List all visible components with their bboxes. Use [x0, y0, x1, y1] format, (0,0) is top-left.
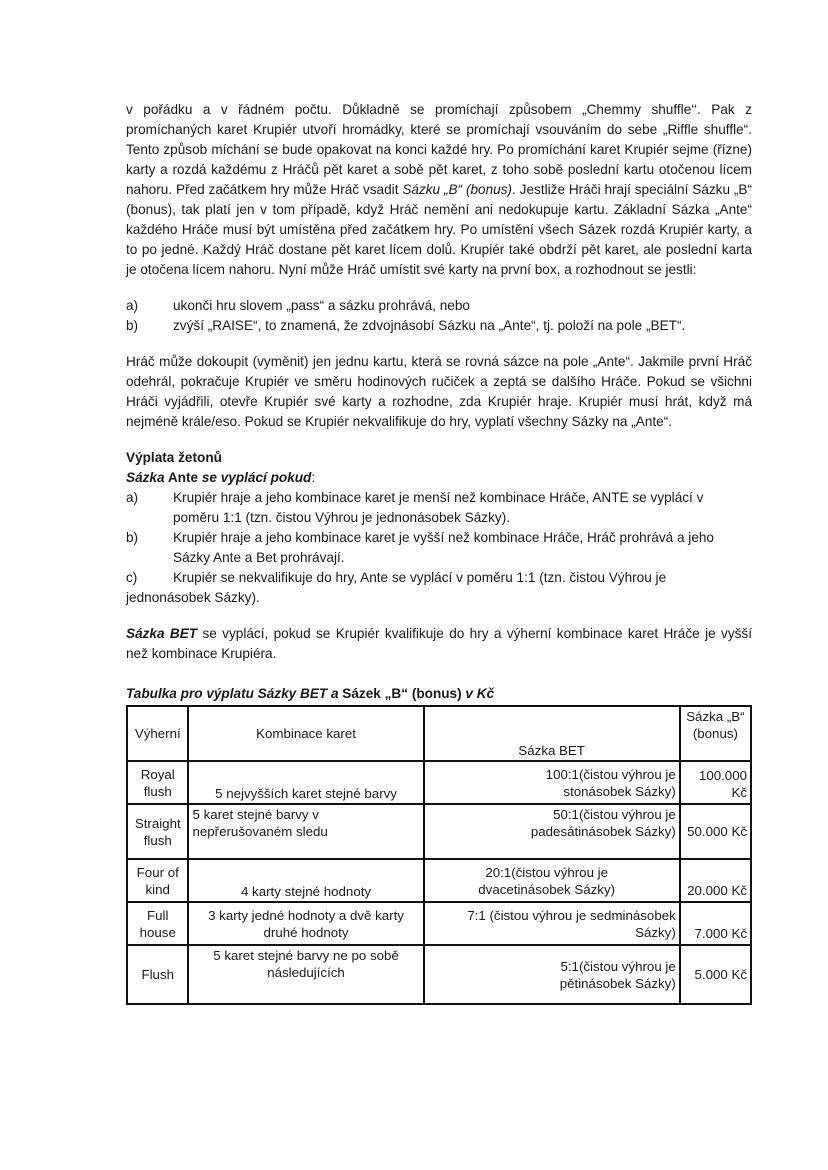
list-text: zvýší „RAISE“, to znamená, že zdvojnásobí Sázku na „Ante“, tj. položí na pole „BET“.: [173, 318, 686, 333]
exchange-paragraph: Hráč může dokoupit (vyměnit) jen jednu kartu, která se rovná sázce na pole „Ante“. Jakmile první Hráč odehrál, pokračuje Krupiér ve směru hodinových ručiček a zeptá se dalšího Hráče. Pokud se všichni Hráči vyjádřili, otevře Krupiér své karty a rozhodne, zda Krupiér hraje. Krupiér musí hrát, když má nejméně krále/eso. Pokud se Krupiér nekvalifikuje do hry, vyplatí všechny Sázky na „Ante“.: [126, 354, 752, 429]
combination-cell: 3 karty jedné hodnoty a dvě karty druhé hodnoty: [188, 902, 423, 945]
bonus-cell: 50.000 Kč: [680, 804, 751, 859]
bet-cell: 100:1(čistou výhrou je stonásobek Sázky): [424, 761, 680, 804]
hand-cell: Straight flush: [127, 804, 188, 859]
combination-cell: 5 karet stejné barvy ne po sobě následujících: [188, 945, 423, 1004]
bonus-cell: 100.000 Kč: [680, 761, 751, 804]
bet-cell: 5:1(čistou výhrou je pětinásobek Sázky): [424, 945, 680, 1004]
ante-rule-part: Sázka: [126, 470, 165, 485]
list-item: [126, 488, 752, 528]
intro-text-continued: . Jestliže Hráči hrají speciální Sázku „B“ (bonus), tak platí jen v tom případě, když Hráč nemění ani nedokupuje kartu. Základní Sázka „Ante“ každého Hráče musí být umístěna před začátkem hry. Po umístění všech Sázek rozdá Krupiér karty, a to po jedné. Každý Hráč dostane pět karet lícem dolů. Krupiér také obdrží pět karet, ale poslední karta je otočena lícem nahoru. Nyní může Hráč umístit své karty na první box, a rozhodnout se jestli:: [126, 182, 753, 277]
bet-cell: 7:1 (čistou výhrou je sedminásobek Sázky): [424, 902, 680, 945]
list-text: Krupiér hraje a jeho kombinace karet je vyšší než kombinace Hráče, Hráč prohrává a jeho Sázky Ante a Bet prohrávají.: [173, 530, 714, 565]
combination-cell: 4 karty stejné hodnoty: [188, 859, 423, 902]
list-marker: b): [126, 318, 139, 333]
header-bet: Sázka BET: [424, 706, 680, 761]
ante-rule-part: :: [311, 470, 316, 485]
list-marker: b): [126, 530, 139, 545]
caption-part: v Kč: [465, 686, 495, 701]
intro-text: v pořádku a v řádném počtu. Důkladně se promíchají způsobem „Chemmy shuffle‘‘. Pak z promíchaných karet Krupiér utvoří hromádky, které se promíchají vsouváním do sebe „Riffle shuffle“. Tento způsob míchání se bude opakovat na konci každé hry. Po promíchání karet Krupiér sejme (řízne) karty a rozdá každému z Hráčů pět karet a sobě pět karet, z toho sobě poslední kartu otočenou lícem nahoru. Před začátkem hry může Hráč vsadit: [126, 102, 752, 197]
bet-rule-paragraph: [126, 624, 752, 664]
list-marker: a): [126, 298, 139, 313]
bet-rule-term: Sázka BET: [126, 626, 198, 641]
hand-cell: Royal flush: [127, 761, 188, 804]
table-caption: [126, 684, 752, 704]
bet-rule-text: se vyplácí, pokud se Krupiér kvalifikuje do hry a výherní kombinace karet Hráče je vyšší než kombinace Krupiéra.: [126, 626, 752, 661]
table-row: [127, 945, 751, 1004]
hand-cell: Flush: [127, 945, 188, 1004]
hand-cell: Four of kind: [127, 859, 188, 902]
bonus-cell: 20.000 Kč: [680, 859, 751, 902]
list-text: ukonči hru slovem „pass“ a sázku prohrává, nebo: [173, 298, 470, 313]
bet-cell: 20:1(čistou výhrou je dvacetinásobek Sázky): [424, 859, 680, 902]
list-item: [126, 568, 752, 608]
document-page: [126, 100, 752, 1005]
list-marker: c): [126, 570, 138, 585]
table-row: [127, 761, 751, 804]
header-winning: Výherní: [127, 706, 188, 761]
bonus-cell: 5.000 Kč: [680, 945, 751, 1004]
list-text: Krupiér se nekvalifikuje do hry, Ante se vyplácí v poměru 1:1 (tzn. čistou Výhrou je jednonásobek Sázky).: [126, 570, 667, 605]
bet-cell: 50:1(čistou výhrou je padesátinásobek Sázky): [424, 804, 680, 859]
payout-heading: Výplata žetonů: [126, 450, 222, 465]
table-row: [127, 804, 751, 859]
list-marker: a): [126, 490, 139, 505]
header-bonus: Sázka „B“ (bonus): [680, 706, 751, 761]
table-row: [127, 902, 751, 945]
options-list: [126, 296, 752, 336]
ante-rule-part: Ante: [164, 470, 202, 485]
payout-table: [126, 705, 752, 1005]
intro-paragraph: [126, 100, 752, 280]
list-item: [126, 528, 752, 568]
ante-rule-heading: [126, 468, 752, 488]
list-item: [126, 316, 752, 336]
list-text: Krupiér hraje a jeho kombinace karet je menší než kombinace Hráče, ANTE se vyplácí v poměru 1:1 (tzn. čistou Výhrou je jednonásobek Sázky).: [173, 490, 704, 525]
ante-rule-part: se vyplácí pokud: [201, 470, 312, 485]
caption-part: Tabulka pro výplatu Sázky BET a: [126, 686, 339, 701]
header-combination: Kombinace karet: [188, 706, 423, 761]
caption-part: Sázek „B“ (bonus): [338, 686, 466, 701]
list-item: [126, 296, 752, 316]
hand-cell: Full house: [127, 902, 188, 945]
combination-cell: 5 nejvyšších karet stejné barvy: [188, 761, 423, 804]
bonus-cell: 7.000 Kč: [680, 902, 751, 945]
table-header-row: [127, 706, 751, 761]
bonus-bet-term: Sázku „B“ (bonus): [402, 182, 513, 197]
combination-cell: 5 karet stejné barvy v nepřerušovaném sledu: [188, 804, 423, 859]
table-row: [127, 859, 751, 902]
